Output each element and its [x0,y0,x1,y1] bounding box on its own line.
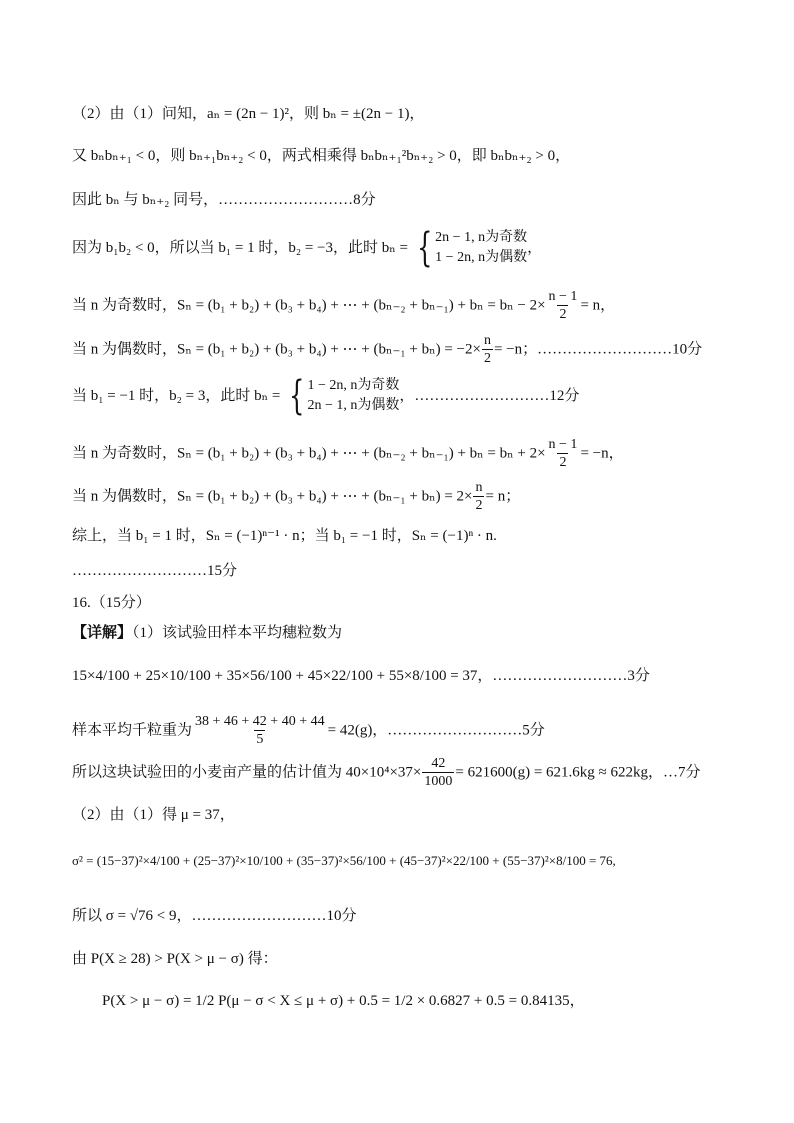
case-2: 2n − 1, n为偶数 [307,398,400,413]
text: 15×4/100 + 25×10/100 + 35×56/100 + 45×22/100 + 55×8/100 = 37，………………………3分 [72,668,650,684]
piecewise-cases [308,376,400,416]
solution-line-1 [72,103,424,125]
fraction [193,713,327,748]
text: 所以 σ = √76 < 9，………………………10分 [72,908,357,924]
solution-line-20 [72,948,278,970]
solution-line-10 [72,525,497,547]
piecewise-cases [435,228,527,268]
case-1: 2n − 1, n为奇数 [435,230,528,245]
text: 因为 b₁b₂ < 0，所以当 b₁ = 1 时，b₂ = −3，此时 bₙ = [72,240,412,256]
fraction [473,479,484,514]
text: = −n；………………………10分 [493,341,703,358]
text: = n； [485,488,521,505]
text: （2）由（1）问知，aₙ = (2n − 1)²，则 bₙ = ±(2n − 1)， [72,106,425,122]
text: = n， [580,297,616,314]
numerator: n [483,333,491,348]
numerator: 38 + 46 + 42 + 40 + 44 [195,714,325,729]
solution-line-16 [72,755,701,790]
denominator: 2 [559,307,567,322]
text: 所以这块试验田的小麦亩产量的估计值为 40×10⁴×37× [72,764,422,781]
denominator: 2 [559,455,567,470]
text: ， [527,240,543,256]
solution-detail-heading [72,622,342,644]
case-2: 1 − 2n, n为偶数 [435,250,528,265]
text: 当 n 为偶数时，Sₙ = (b₁ + b₂) + (b₃ + b₄) + ⋯ + (bₙ₋₁ + bₙ) = −2× [72,341,481,358]
solution-line-21 [102,990,585,1012]
detail-label: 【详解】 [72,625,133,641]
solution-line-18 [72,850,616,873]
text: 因此 bₙ 与 bₙ₊₂ 同号，………………………8分 [72,192,376,208]
text: = 42(g)，………………………5分 [327,722,545,739]
text: ，………………………12分 [399,388,580,404]
solution-line-11 [72,560,237,582]
text: 当 n 为奇数时，Sₙ = (b₁ + b₂) + (b₃ + b₄) + ⋯ + (bₙ₋₂ + bₙ₋₁) + bₙ = bₙ − 2× [72,297,546,314]
text: 样本平均千粒重为 [72,722,193,739]
text: 当 b₁ = −1 时，b₂ = 3，此时 bₙ = [72,388,285,404]
left-brace: { [416,225,433,271]
numerator: n [475,480,483,495]
text: ………………………15分 [72,563,238,579]
denominator: 5 [256,732,264,747]
text: σ² = (15−37)²×4/100 + (25−37)²×10/100 + (35−37)²×56/100 + (45−37)²×22/100 + (55−37)²×8/100 = 76, [72,853,616,868]
solution-line-3 [72,189,376,211]
solution-line-7 [72,373,580,419]
text: 16.（15分） [72,595,151,611]
numerator: n − 1 [548,289,578,304]
solution-line-2 [72,145,570,167]
solution-line-9 [72,479,520,514]
solution-line-8 [72,436,624,471]
numerator: 42 [431,756,446,771]
fraction [547,436,580,471]
fraction [547,288,580,323]
text: 当 n 为奇数时，Sₙ = (b₁ + b₂) + (b₃ + b₄) + ⋯ + (bₙ₋₂ + bₙ₋₁) + bₙ = bₙ + 2× [72,445,546,462]
text: = −n， [580,445,624,462]
problem-16-heading [72,592,151,614]
solution-line-6 [72,332,702,367]
solution-line-4 [72,225,543,271]
denominator: 2 [475,498,483,513]
text: 由 P(X ≥ 28) > P(X > μ − σ) 得： [72,951,278,967]
text: 当 n 为偶数时，Sₙ = (b₁ + b₂) + (b₃ + b₄) + ⋯ + (bₙ₋₁ + bₙ) = 2× [72,488,473,505]
text: 又 bₙbₙ₊₁ < 0，则 bₙ₊₁bₙ₊₂ < 0，两式相乘得 bₙbₙ₊₁²bₙ₊₂ > 0，即 bₙbₙ₊₂ > 0， [72,148,571,164]
text: = 621600(g) = 621.6kg ≈ 622kg，…7分 [455,764,701,781]
text: 综上，当 b₁ = 1 时，Sₙ = (−1)ⁿ⁻¹ · n；当 b₁ = −1 时，Sₙ = (−1)ⁿ · n. [72,528,497,544]
numerator: n − 1 [548,437,578,452]
text: P(X > μ − σ) = 1/2 P(μ − σ < X ≤ μ + σ) + 0.5 = 1/2 × 0.6827 + 0.5 = 0.84135， [102,993,585,1009]
denominator: 1000 [424,774,453,789]
solution-line-14 [72,665,650,687]
solution-line-19 [72,905,357,927]
solution-line-17 [72,804,235,826]
text: （2）由（1）得 μ = 37， [72,807,235,823]
solution-line-5 [72,288,615,323]
solution-line-15 [72,713,545,748]
denominator: 2 [483,351,491,366]
case-1: 1 − 2n, n为奇数 [307,378,400,393]
fraction [482,332,493,367]
left-brace: { [289,373,305,419]
text: （1）该试验田样本平均穗粒数为 [132,625,343,641]
fraction [422,755,454,790]
